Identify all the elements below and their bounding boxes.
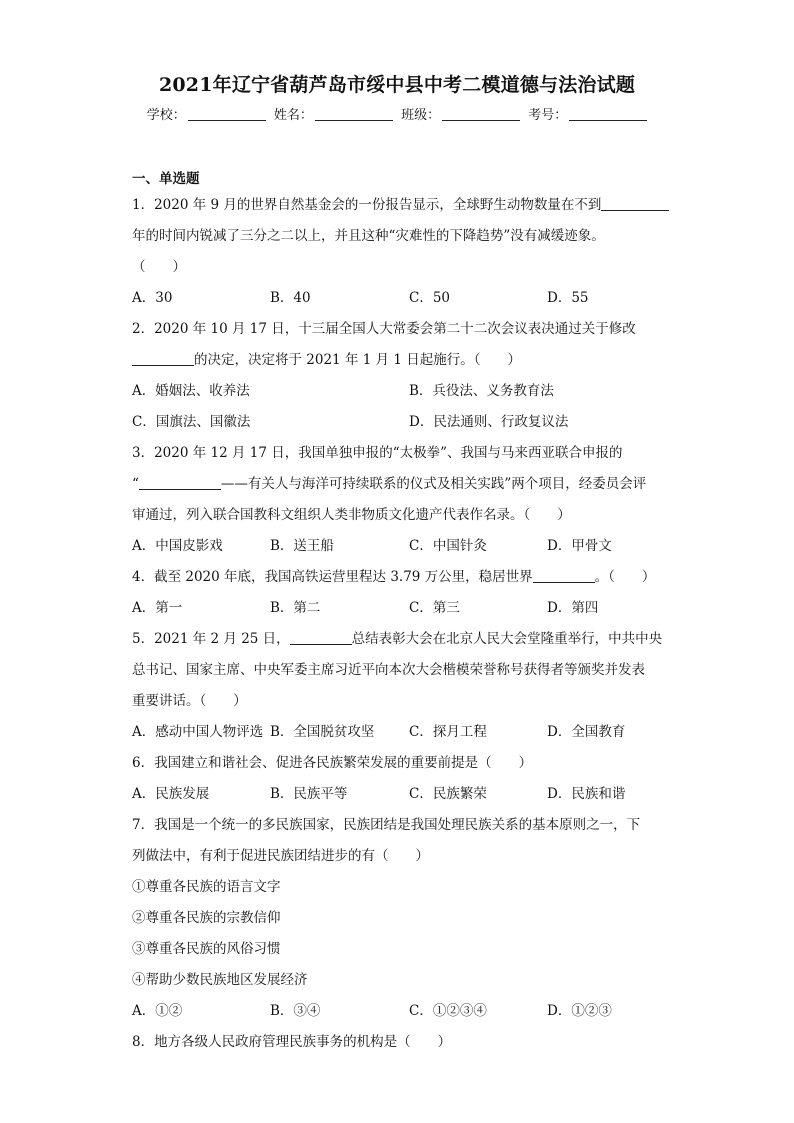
- q1-option-b[interactable]: B．40: [270, 290, 311, 306]
- question-2-line-2: 的决定，决定将于 2021 年 1 月 1 日起施行。（ ）: [132, 348, 521, 368]
- q4-option-b[interactable]: B．第二: [270, 600, 321, 616]
- q7-statement-4: ④帮助少数民族地区发展经济: [132, 972, 308, 988]
- q5-option-b[interactable]: B．全国脱贫攻坚: [270, 724, 375, 740]
- exam-number-field[interactable]: 考号：: [528, 104, 647, 123]
- q4-option-c[interactable]: C．第三: [409, 600, 460, 616]
- question-3-line-3: 审通过，列入联合国教科文组织人类非物质文化遗产代表作名录。（ ）: [132, 507, 571, 523]
- question-7-line-2: 列做法中，有利于促进民族团结进步的有（ ）: [132, 848, 429, 864]
- q3-option-b[interactable]: B．送王船: [270, 538, 334, 554]
- q5-option-d[interactable]: D．全国教育: [547, 724, 626, 740]
- q6-option-c[interactable]: C．民族繁荣: [409, 786, 487, 802]
- q2-option-d[interactable]: D．民法通则、行政复议法: [409, 414, 569, 430]
- q5-option-a[interactable]: A．感动中国人物评选: [132, 724, 264, 740]
- student-info: [0, 104, 794, 123]
- question-1-line-2: 年的时间内锐减了三分之二以上，并且这种“灾难性的下降趋势”没有减缓迹象。: [132, 228, 605, 244]
- q6-option-b[interactable]: B．民族平等: [270, 786, 348, 802]
- q4-option-a[interactable]: A．第一: [132, 600, 183, 616]
- q1-option-c[interactable]: C．50: [409, 290, 451, 306]
- q2-option-c[interactable]: C．国旗法、国徽法: [132, 414, 251, 430]
- class-field[interactable]: 班级：: [401, 104, 520, 123]
- question-5: 5．2021 年 2 月 25 日， 总结表彰大会在北京人民大会堂隆重举行，中共中央: [132, 631, 663, 647]
- q7-statement-2: ②尊重各民族的宗教信仰: [132, 910, 281, 926]
- question-5-line-3: 重要讲话。（ ）: [132, 693, 247, 709]
- name-field[interactable]: 姓名：: [274, 104, 393, 123]
- q7-statement-3: ③尊重各民族的风俗习惯: [132, 941, 281, 957]
- question-6: 6．我国建立和谐社会、促进各民族繁荣发展的重要前提是（ ）: [132, 755, 533, 771]
- q7-option-c[interactable]: C．①②③④: [409, 1003, 487, 1019]
- q7-option-d[interactable]: D．①②③: [547, 1003, 612, 1019]
- q7-option-b[interactable]: B．③④: [270, 1003, 321, 1019]
- q2-option-a[interactable]: A．婚姻法、收养法: [132, 383, 250, 399]
- q5-option-c[interactable]: C．探月工程: [409, 724, 487, 740]
- q4-option-d[interactable]: D．第四: [547, 600, 599, 616]
- question-4: 4．截至 2020 年底，我国高铁运营里程达 3.79 万公里，稳居世界 。（ ）: [132, 569, 656, 585]
- q3-option-c[interactable]: C．中国针灸: [409, 538, 487, 554]
- question-1-paren: （ ）: [132, 259, 186, 275]
- question-3-line-2: “ ——有关人与海洋可持续联系的仪式及相关实践”两个项目，经委员会评: [132, 476, 647, 492]
- section-heading: 一、单选题: [132, 171, 200, 187]
- q1-option-a[interactable]: A．30: [132, 290, 173, 306]
- q1-option-d[interactable]: D．55: [547, 290, 589, 306]
- question-2: 2．2020 年 10 月 17 日，十三届全国人大常委会第二十二次会议表决通过关于修改: [132, 321, 636, 337]
- page-title: 2021年辽宁省葫芦岛市绥中县中考二模道德与法治试题: [158, 74, 636, 96]
- question-5-line-2: 总书记、国家主席、中央军委主席习近平向本次大会楷模荣誉称号获得者等颁奖并发表: [132, 662, 645, 678]
- q2-option-b[interactable]: B．兵役法、义务教育法: [409, 383, 554, 399]
- q3-option-d[interactable]: D．甲骨文: [547, 538, 612, 554]
- q6-option-a[interactable]: A．民族发展: [132, 786, 210, 802]
- q7-option-a[interactable]: A．①②: [132, 1003, 183, 1019]
- question-3: 3．2020 年 12 月 17 日，我国单独申报的“太极拳”、我国与马来西亚联合申报的: [132, 445, 623, 461]
- q6-option-d[interactable]: D．民族和谐: [547, 786, 626, 802]
- question-7: 7．我国是一个统一的多民族国家，民族团结是我国处理民族关系的基本原则之一，下: [132, 817, 641, 833]
- question-8: 8．地方各级人民政府管理民族事务的机构是（ ）: [132, 1034, 452, 1050]
- q3-option-a[interactable]: A．中国皮影戏: [132, 538, 223, 554]
- school-field[interactable]: 学校：: [147, 104, 266, 123]
- q7-statement-1: ①尊重各民族的语言文字: [132, 879, 281, 895]
- question-1: 1．2020 年 9 月的世界自然基金会的一份报告显示，全球野生动物数量在不到: [132, 193, 669, 213]
